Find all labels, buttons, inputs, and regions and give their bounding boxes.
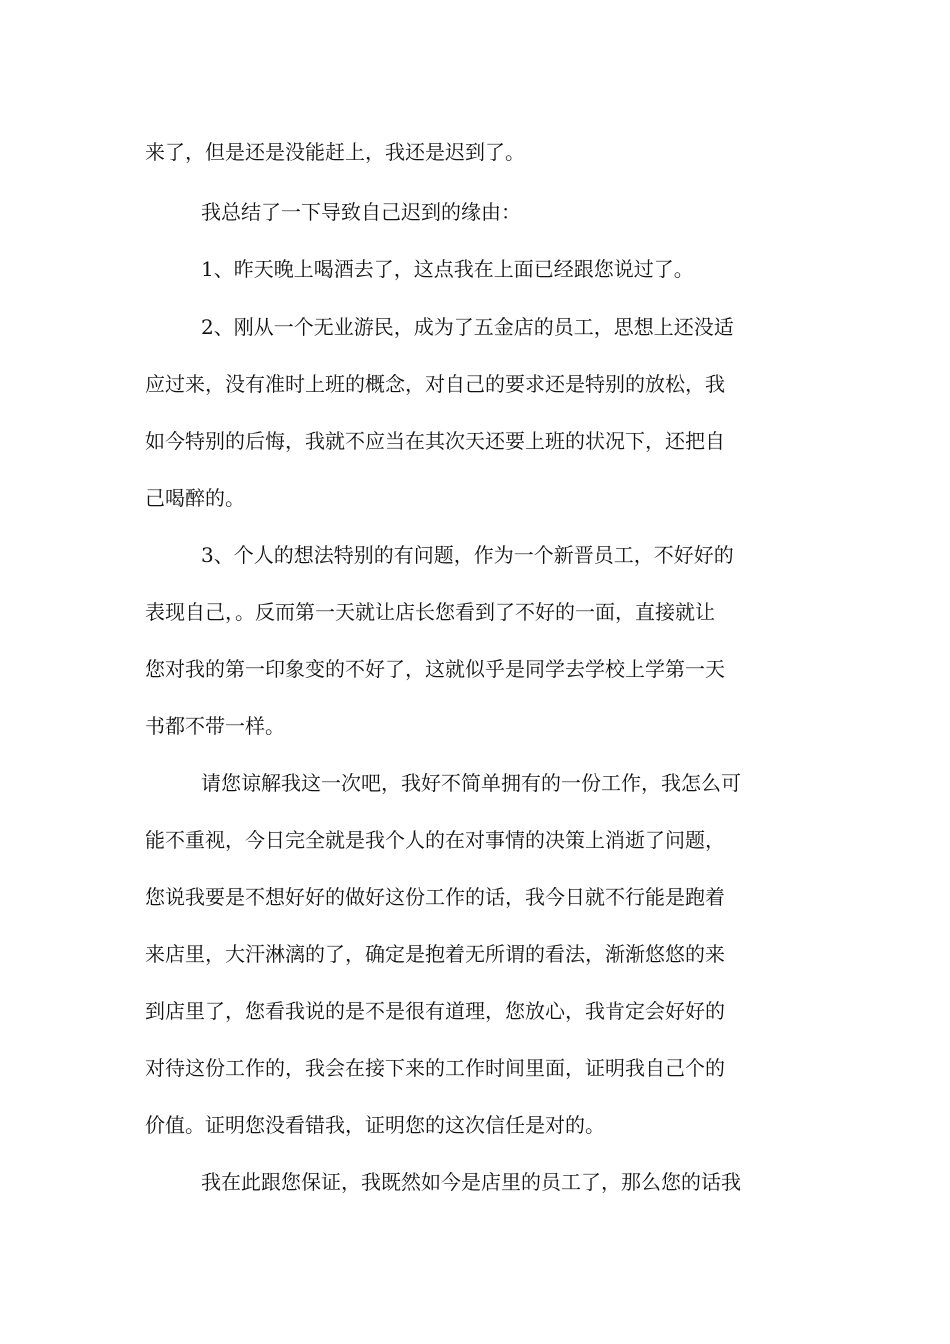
text-line-4: 2、刚从一个无业游民，成为了五金店的员工，思想上还没适 <box>201 315 734 339</box>
text-line-11: 书都不带一样。 <box>145 714 285 738</box>
text-line-6: 如今特别的后悔，我就不应当在其次天还要上班的状况下，还把自 <box>145 429 725 453</box>
text-line-18: 价值。证明您没看错我，证明您的这次信任是对的。 <box>145 1113 605 1137</box>
text-line-1: 来了，但是还是没能赶上，我还是迟到了。 <box>145 140 525 164</box>
text-line-12: 请您谅解我这一次吧，我好不简单拥有的一份工作，我怎么可 <box>201 771 741 795</box>
text-line-5: 应过来，没有准时上班的概念，对自己的要求还是特别的放松，我 <box>145 372 725 396</box>
text-line-9: 表现自己，。反而第一天就让店长您看到了不好的一面，直接就让 <box>145 600 715 624</box>
text-line-8: 3、个人的想法特别的有问题，作为一个新晋员工，不好好的 <box>201 543 734 567</box>
text-line-14: 您说我要是不想好好的做好这份工作的话，我今日就不行能是跑着 <box>145 885 725 909</box>
text-line-10: 您对我的第一印象变的不好了，这就似乎是同学去学校上学第一天 <box>145 657 725 681</box>
text-line-3: 1、昨天晚上喝酒去了，这点我在上面已经跟您说过了。 <box>201 257 694 281</box>
text-line-7: 己喝醉的。 <box>145 486 245 510</box>
text-line-16: 到店里了，您看我说的是不是很有道理，您放心，我肯定会好好的 <box>145 999 725 1023</box>
text-line-13: 能不重视，今日完全就是我个人的在对事情的决策上消逝了问题， <box>145 828 725 852</box>
text-line-15: 来店里，大汗淋漓的了，确定是抱着无所谓的看法，渐渐悠悠的来 <box>145 942 725 966</box>
text-line-2: 我总结了一下导致自己迟到的缘由： <box>201 200 521 224</box>
text-line-19: 我在此跟您保证，我既然如今是店里的员工了，那么您的话我 <box>201 1170 741 1194</box>
text-line-17: 对待这份工作的，我会在接下来的工作时间里面，证明我自己个的 <box>145 1056 725 1080</box>
